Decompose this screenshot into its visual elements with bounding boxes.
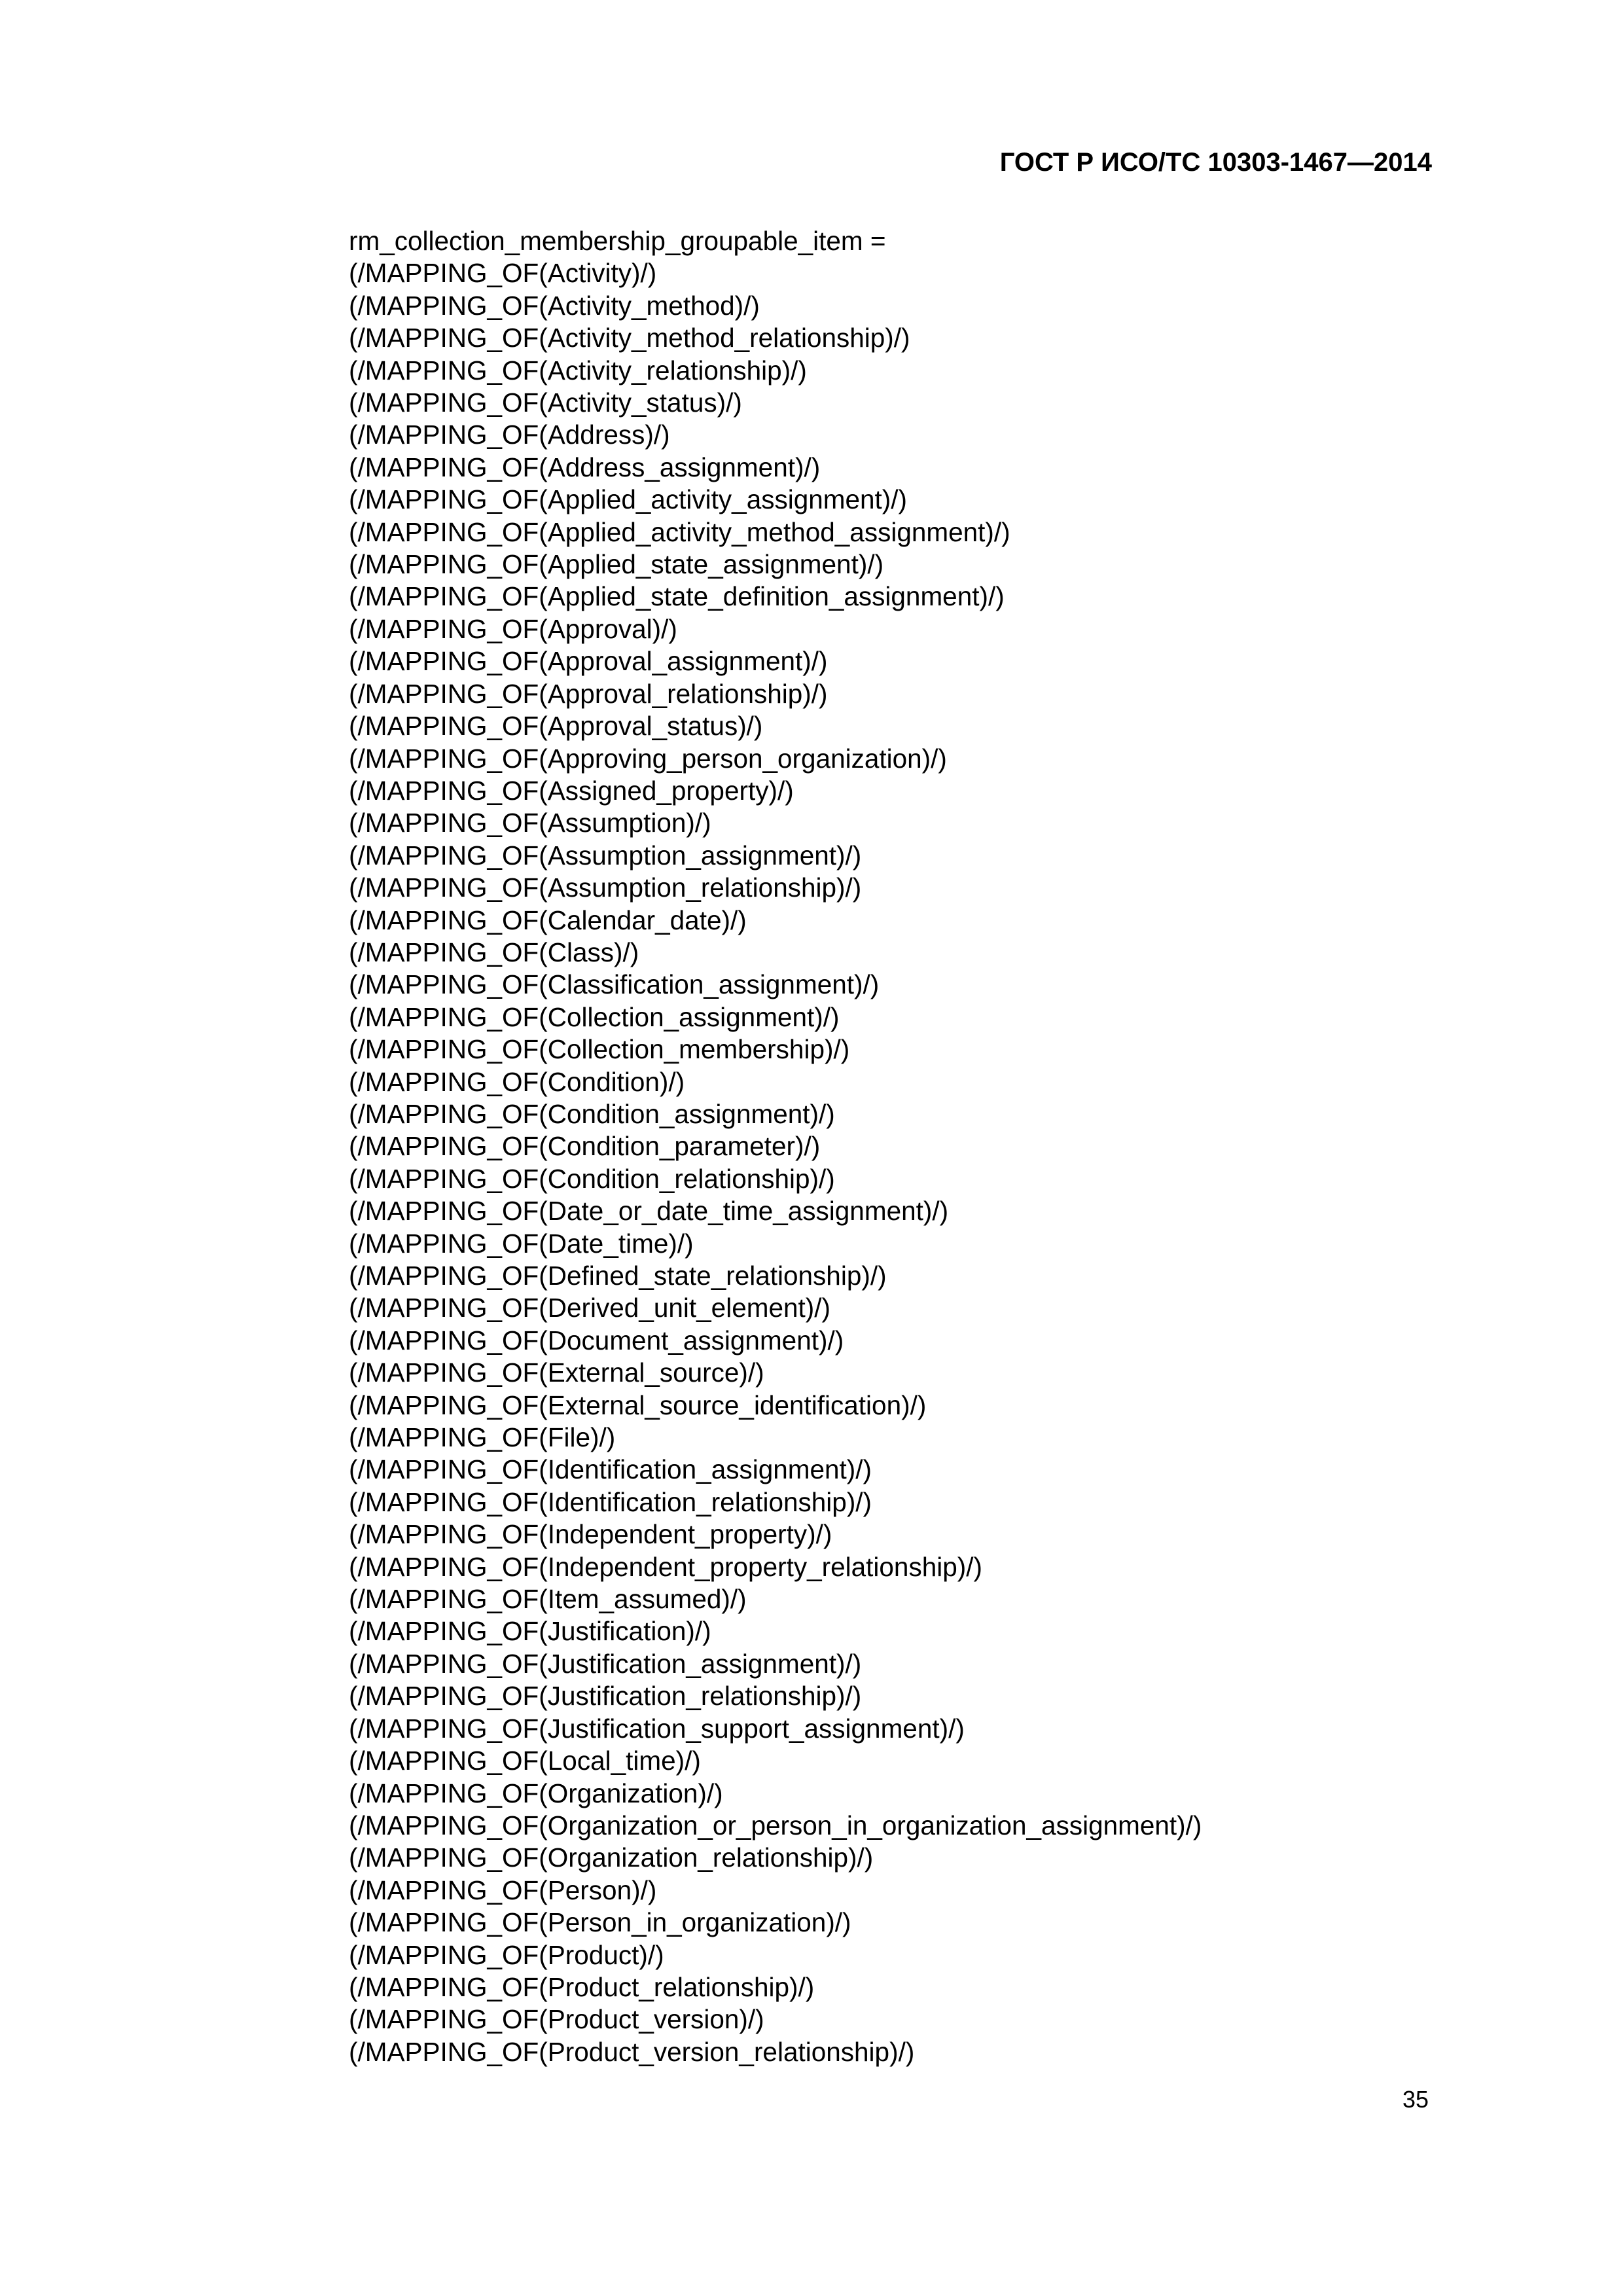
mapping-line: (/MAPPING_OF(Activity_relationship)/) bbox=[349, 355, 807, 386]
mapping-line: (/MAPPING_OF(Person)/) bbox=[349, 1874, 657, 1905]
mapping-line: (/MAPPING_OF(Approving_person_organization)/) bbox=[349, 743, 947, 774]
mapping-line: (/MAPPING_OF(Activity_method)/) bbox=[349, 290, 760, 321]
mapping-line: (/MAPPING_OF(Applied_state_definition_assignment)/) bbox=[349, 581, 1005, 612]
mapping-line: (/MAPPING_OF(Assumption_relationship)/) bbox=[349, 872, 862, 903]
mapping-line: (/MAPPING_OF(Product_relationship)/) bbox=[349, 1971, 815, 2002]
mapping-line: (/MAPPING_OF(Item_assumed)/) bbox=[349, 1584, 747, 1615]
mapping-line: (/MAPPING_OF(Identification_relationship)/) bbox=[349, 1486, 872, 1517]
mapping-line: (/MAPPING_OF(Condition_parameter)/) bbox=[349, 1131, 821, 1162]
mapping-line: (/MAPPING_OF(Activity_status)/) bbox=[349, 387, 742, 418]
mapping-line: (/MAPPING_OF(Address)/) bbox=[349, 420, 670, 450]
mapping-line: (/MAPPING_OF(Applied_activity_method_assignment)/) bbox=[349, 516, 1010, 547]
mapping-line: (/MAPPING_OF(Derived_unit_element)/) bbox=[349, 1293, 830, 1323]
mapping-line: (/MAPPING_OF(Identification_assignment)/) bbox=[349, 1454, 872, 1485]
mapping-line: (/MAPPING_OF(Organization_relationship)/) bbox=[349, 1842, 874, 1873]
mapping-line: (/MAPPING_OF(Organization)/) bbox=[349, 1778, 723, 1808]
mapping-line: (/MAPPING_OF(Local_time)/) bbox=[349, 1746, 701, 1776]
mapping-line: (/MAPPING_OF(Address_assignment)/) bbox=[349, 452, 821, 482]
mapping-line: (/MAPPING_OF(Assumption)/) bbox=[349, 808, 711, 838]
mapping-line: (/MAPPING_OF(Date_time)/) bbox=[349, 1228, 694, 1259]
mapping-line: (/MAPPING_OF(Assigned_property)/) bbox=[349, 775, 794, 806]
standard-header: ГОСТ Р ИСО/ТС 10303-1467—2014 bbox=[999, 148, 1432, 177]
mapping-line: (/MAPPING_OF(Approval_relationship)/) bbox=[349, 678, 828, 709]
mapping-line: (/MAPPING_OF(Product_version_relationship)/) bbox=[349, 2036, 915, 2067]
mapping-line: (/MAPPING_OF(File)/) bbox=[349, 1422, 616, 1453]
mapping-line: (/MAPPING_OF(Justification)/) bbox=[349, 1616, 711, 1647]
mapping-line: (/MAPPING_OF(Applied_activity_assignment)/) bbox=[349, 484, 908, 515]
mapping-line: (/MAPPING_OF(Person_in_organization)/) bbox=[349, 1907, 851, 1938]
mapping-line: (/MAPPING_OF(Approval_status)/) bbox=[349, 711, 763, 742]
mapping-line: (/MAPPING_OF(Approval_assignment)/) bbox=[349, 646, 828, 677]
mapping-line: (/MAPPING_OF(Condition_assignment)/) bbox=[349, 1098, 835, 1129]
mapping-line: (/MAPPING_OF(Assumption_assignment)/) bbox=[349, 840, 862, 870]
mapping-line: (/MAPPING_OF(Classification_assignment)/) bbox=[349, 969, 880, 1000]
mapping-line: (/MAPPING_OF(Date_or_date_time_assignment)/) bbox=[349, 1196, 949, 1227]
mapping-line: (/MAPPING_OF(Product)/) bbox=[349, 1939, 664, 1970]
mapping-line: (/MAPPING_OF(Product_version)/) bbox=[349, 2004, 764, 2035]
mapping-line: (/MAPPING_OF(Justification_support_assignment)/) bbox=[349, 1713, 965, 1744]
mapping-line: (/MAPPING_OF(Class)/) bbox=[349, 937, 639, 967]
mapping-line: (/MAPPING_OF(Collection_membership)/) bbox=[349, 1034, 850, 1065]
mapping-line: (/MAPPING_OF(Independent_property_relationship)/) bbox=[349, 1551, 982, 1582]
mapping-line: (/MAPPING_OF(External_source)/) bbox=[349, 1357, 764, 1388]
mapping-line: (/MAPPING_OF(External_source_identification)/) bbox=[349, 1390, 927, 1420]
mapping-line: (/MAPPING_OF(Condition)/) bbox=[349, 1066, 685, 1097]
mapping-line: (/MAPPING_OF(Independent_property)/) bbox=[349, 1519, 832, 1550]
mapping-line: (/MAPPING_OF(Defined_state_relationship)/) bbox=[349, 1261, 887, 1291]
mapping-line: (/MAPPING_OF(Organization_or_person_in_organization_assignment)/) bbox=[349, 1810, 1202, 1840]
mapping-line: (/MAPPING_OF(Approval)/) bbox=[349, 613, 677, 644]
mapping-declaration: rm_collection_membership_groupable_item = bbox=[349, 226, 886, 256]
page-number: 35 bbox=[1402, 2086, 1429, 2113]
mapping-line: (/MAPPING_OF(Activity_method_relationship)/) bbox=[349, 323, 910, 353]
mapping-line: (/MAPPING_OF(Justification_relationship)/) bbox=[349, 1681, 862, 1712]
mapping-line: (/MAPPING_OF(Collection_assignment)/) bbox=[349, 1001, 840, 1032]
mapping-line: (/MAPPING_OF(Activity)/) bbox=[349, 258, 657, 289]
mapping-line: (/MAPPING_OF(Calendar_date)/) bbox=[349, 905, 747, 935]
mapping-line: (/MAPPING_OF(Justification_assignment)/) bbox=[349, 1648, 862, 1679]
mapping-list bbox=[349, 225, 1461, 2068]
mapping-line: (/MAPPING_OF(Document_assignment)/) bbox=[349, 1325, 844, 1355]
mapping-line: (/MAPPING_OF(Condition_relationship)/) bbox=[349, 1163, 835, 1194]
mapping-line: (/MAPPING_OF(Applied_state_assignment)/) bbox=[349, 549, 884, 580]
